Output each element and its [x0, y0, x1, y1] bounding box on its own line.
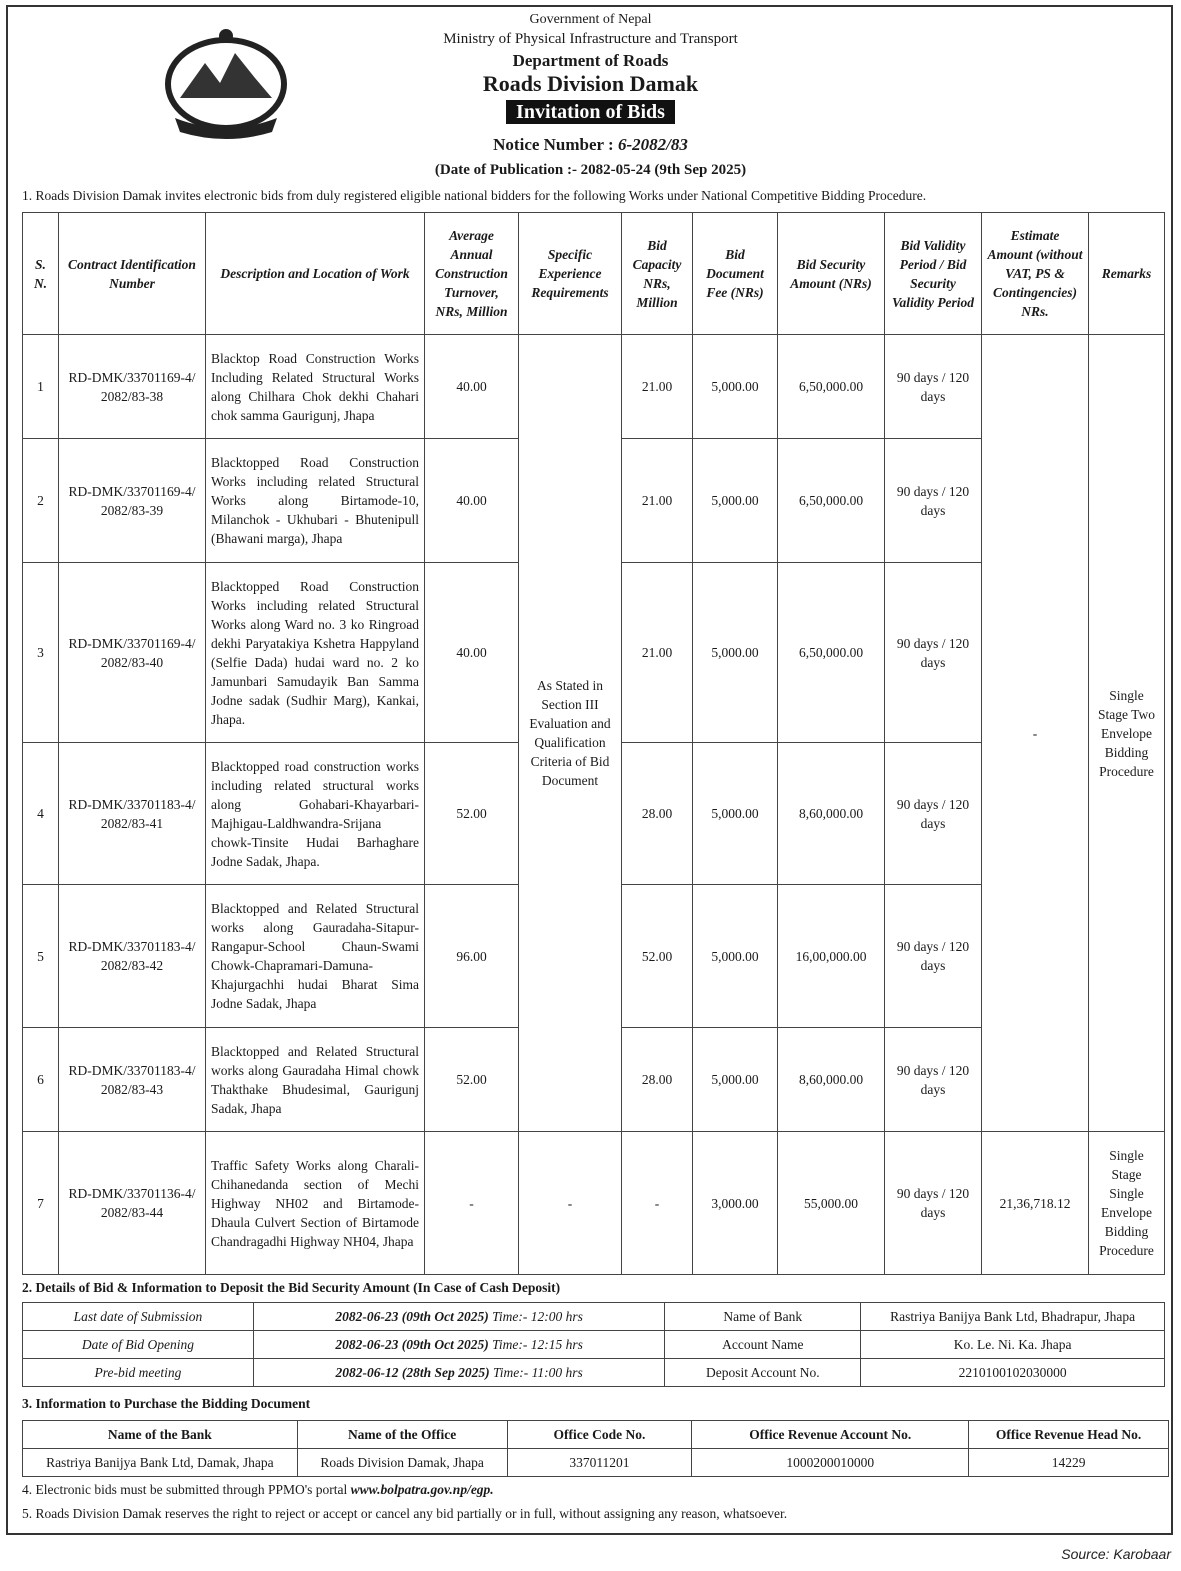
- detail-time: Time:- 12:15 hrs: [488, 1337, 583, 1352]
- document-fee: 5,000.00: [693, 1028, 778, 1132]
- section3-value: 14229: [969, 1449, 1169, 1477]
- notice-title-text: Invitation of Bids: [506, 100, 675, 124]
- header-turnover: Average Annual Construction Turnover, NRs, Million: [425, 213, 519, 335]
- work-description: Blacktopped and Related Structural works along Gauradaha Himal chowk Thakthake Bhudesimal, Gaurigunj Sadak, Jhapa: [206, 1028, 425, 1132]
- bank-field-value: 2210100102030000: [861, 1359, 1165, 1387]
- bids-table: [22, 212, 1165, 1275]
- bid-capacity: -: [622, 1132, 693, 1275]
- turnover: 52.00: [425, 1028, 519, 1132]
- bid-security: 8,60,000.00: [778, 1028, 885, 1132]
- bank-field-label: Account Name: [665, 1331, 861, 1359]
- division-name: Roads Division Damak: [482, 71, 699, 96]
- detail-datetime: [253, 1303, 665, 1331]
- section3-header: Office Code No.: [507, 1421, 692, 1449]
- bid-security: 6,50,000.00: [778, 439, 885, 563]
- section3-value: 1000200010000: [692, 1449, 969, 1477]
- bank-field-label: Name of Bank: [665, 1303, 861, 1331]
- department-name: Department of Roads: [512, 51, 669, 70]
- work-description: Blacktop Road Construction Works Including Related Structural Works along Chilhara Chok dekhi Chahari chok samma Gaurigunj, Jhapa: [206, 335, 425, 439]
- detail-date: 2082-06-23 (09th Oct 2025): [335, 1337, 489, 1352]
- header-experience: Specific Experience Requirements: [519, 213, 622, 335]
- detail-datetime: [253, 1331, 665, 1359]
- document-fee: 5,000.00: [693, 563, 778, 743]
- header-fee: Bid Document Fee (NRs): [693, 213, 778, 335]
- notice-number-label: Notice Number :: [493, 135, 618, 154]
- bolpatra-portal-link[interactable]: www.bolpatra.gov.np/egp.: [350, 1482, 494, 1497]
- work-description: Blacktopped road construction works including related structural works along Gohabari-Khayarbari-Majhigau-Laldhwandra-Srijana chowk-Tinsite Hudai Barhaghare Jodne Sadak, Jhapa.: [206, 743, 425, 885]
- header-estimate: Estimate Amount (without VAT, PS & Contingencies) NRs.: [982, 213, 1089, 335]
- header-security: Bid Security Amount (NRs): [778, 213, 885, 335]
- validity-period: 90 days / 120 days: [885, 885, 982, 1028]
- work-description: Blacktopped Road Construction Works including related Structural Works along Ward no. 3 ko Ringroad dekhi Paryatakiya Kshetra Happyland (Selfie Dada) hudai ward no. 2 ko Jamunbari Samudayik Ban Samma Jodne sadak (Sudhir Marg), Kankai, Jhapa.: [206, 563, 425, 743]
- validity-period: 90 days / 120 days: [885, 439, 982, 563]
- serial-number: 2: [23, 439, 59, 563]
- ministry-name: Ministry of Physical Infrastructure and Transport: [443, 31, 738, 47]
- document-fee: 5,000.00: [693, 439, 778, 563]
- serial-number: 6: [23, 1028, 59, 1132]
- bid-capacity: 21.00: [622, 335, 693, 439]
- experience-requirements: As Stated in Section III Evaluation and Qualification Criteria of Bid Document: [519, 335, 622, 1132]
- notice-number-value: 6-2082/83: [617, 135, 688, 154]
- turnover: 96.00: [425, 885, 519, 1028]
- header-validity: Bid Validity Period / Bid Security Validity Period: [885, 213, 982, 335]
- bid-security: 55,000.00: [778, 1132, 885, 1275]
- bid-security: 6,50,000.00: [778, 335, 885, 439]
- table-row: [23, 1331, 1165, 1359]
- notice-number: [0, 135, 1181, 155]
- section3-header: Name of the Office: [297, 1421, 507, 1449]
- table-row: [23, 1303, 1165, 1331]
- work-description: Blacktopped Road Construction Works including related Structural Works along Birtamode-10, Milanchok - Ukhubari - Bhutenipull (Bhawani marga), Jhapa: [206, 439, 425, 563]
- header-description: Description and Location of Work: [206, 213, 425, 335]
- note-4-text: 4. Electronic bids must be submitted through PPMO's portal: [22, 1482, 351, 1497]
- validity-period: 90 days / 120 days: [885, 743, 982, 885]
- contract-id: RD-DMK/33701169-4/ 2082/83-40: [59, 563, 206, 743]
- bid-details-table: [22, 1302, 1165, 1387]
- table-row: [23, 1132, 1165, 1275]
- section3-value: 337011201: [507, 1449, 692, 1477]
- work-description: Traffic Safety Works along Charali- Chihanedanda section of Mechi Highway NH02 and Birtamode-Dhaula Culvert Section of Birtamode Chandragadhi Highway NH04, Jhapa: [206, 1132, 425, 1275]
- government-name: Government of Nepal: [529, 12, 652, 27]
- document-fee: 5,000.00: [693, 335, 778, 439]
- notice-title: [0, 101, 1181, 124]
- document-fee: 5,000.00: [693, 743, 778, 885]
- serial-number: 4: [23, 743, 59, 885]
- header-capacity: Bid Capacity NRs, Million: [622, 213, 693, 335]
- section3-title: 3. Information to Purchase the Bidding Document: [22, 1396, 311, 1411]
- source-credit: Source: Karobaar: [1061, 1546, 1171, 1562]
- serial-number: 5: [23, 885, 59, 1028]
- header-sn: S. N.: [23, 213, 59, 335]
- detail-label: Pre-bid meeting: [23, 1359, 254, 1387]
- remarks: Single Stage Two Envelope Bidding Procedure: [1089, 335, 1165, 1132]
- table-row: [23, 335, 1165, 439]
- section3-value: Rastriya Banijya Bank Ltd, Damak, Jhapa: [23, 1449, 298, 1477]
- bid-capacity: 52.00: [622, 885, 693, 1028]
- turnover: 52.00: [425, 743, 519, 885]
- serial-number: 3: [23, 563, 59, 743]
- section2-title: 2. Details of Bid & Information to Deposit the Bid Security Amount (In Case of Cash Deposit): [22, 1280, 561, 1295]
- section3-header: Name of the Bank: [23, 1421, 298, 1449]
- validity-period: 90 days / 120 days: [885, 335, 982, 439]
- contract-id: RD-DMK/33701136-4/ 2082/83-44: [59, 1132, 206, 1275]
- bid-security: 6,50,000.00: [778, 563, 885, 743]
- section3-header: Office Revenue Account No.: [692, 1421, 969, 1449]
- turnover: 40.00: [425, 563, 519, 743]
- header-remarks: Remarks: [1089, 213, 1165, 335]
- detail-time: Time:- 12:00 hrs: [488, 1309, 583, 1324]
- note-5: 5. Roads Division Damak reserves the right to reject or accept or cancel any bid partially or in full, without assigning any reason, whatsoever.: [22, 1506, 788, 1521]
- turnover: -: [425, 1132, 519, 1275]
- estimate-amount: -: [982, 335, 1089, 1132]
- validity-period: 90 days / 120 days: [885, 1028, 982, 1132]
- bank-field-label: Deposit Account No.: [665, 1359, 861, 1387]
- detail-date: 2082-06-12 (28th Sep 2025): [335, 1365, 490, 1380]
- document-fee: 5,000.00: [693, 885, 778, 1028]
- detail-time: Time:- 11:00 hrs: [489, 1365, 583, 1380]
- intro-paragraph: 1. Roads Division Damak invites electronic bids from duly registered eligible national bidders for the following Works under National Competitive Bidding Procedure.: [22, 188, 927, 203]
- section3-header: Office Revenue Head No.: [969, 1421, 1169, 1449]
- bid-security: 8,60,000.00: [778, 743, 885, 885]
- remarks: Single Stage Single Envelope Bidding Procedure: [1089, 1132, 1165, 1275]
- serial-number: 7: [23, 1132, 59, 1275]
- detail-datetime: [253, 1359, 665, 1387]
- estimate-amount: 21,36,718.12: [982, 1132, 1089, 1275]
- contract-id: RD-DMK/33701183-4/ 2082/83-42: [59, 885, 206, 1028]
- table-row: [23, 1359, 1165, 1387]
- bid-security: 16,00,000.00: [778, 885, 885, 1028]
- bid-capacity: 28.00: [622, 1028, 693, 1132]
- detail-label: Date of Bid Opening: [23, 1331, 254, 1359]
- validity-period: 90 days / 120 days: [885, 1132, 982, 1275]
- work-description: Blacktopped and Related Structural works along Gauradaha-Sitapur-Rangapur-School Chaun-Swami Chowk-Chapramari-Damuna-Khajurgachhi hudai Bharat Sima Jodne Sadak, Jhapa: [206, 885, 425, 1028]
- bank-field-value: Rastriya Banijya Bank Ltd, Bhadrapur, Jhapa: [861, 1303, 1165, 1331]
- publication-date: (Date of Publication :- 2082-05-24 (9th Sep 2025): [434, 162, 747, 178]
- turnover: 40.00: [425, 335, 519, 439]
- header-contract-id: Contract Identification Number: [59, 213, 206, 335]
- bid-capacity: 28.00: [622, 743, 693, 885]
- section3-value: Roads Division Damak, Jhapa: [297, 1449, 507, 1477]
- experience-requirements: -: [519, 1132, 622, 1275]
- bidding-document-table: [22, 1420, 1169, 1477]
- contract-id: RD-DMK/33701183-4/ 2082/83-43: [59, 1028, 206, 1132]
- detail-label: Last date of Submission: [23, 1303, 254, 1331]
- validity-period: 90 days / 120 days: [885, 563, 982, 743]
- serial-number: 1: [23, 335, 59, 439]
- bank-field-value: Ko. Le. Ni. Ka. Jhapa: [861, 1331, 1165, 1359]
- bid-capacity: 21.00: [622, 563, 693, 743]
- contract-id: RD-DMK/33701183-4/ 2082/83-41: [59, 743, 206, 885]
- note-4: [22, 1482, 494, 1498]
- contract-id: RD-DMK/33701169-4/ 2082/83-39: [59, 439, 206, 563]
- document-fee: 3,000.00: [693, 1132, 778, 1275]
- detail-date: 2082-06-23 (09th Oct 2025): [335, 1309, 489, 1324]
- bid-capacity: 21.00: [622, 439, 693, 563]
- contract-id: RD-DMK/33701169-4/ 2082/83-38: [59, 335, 206, 439]
- turnover: 40.00: [425, 439, 519, 563]
